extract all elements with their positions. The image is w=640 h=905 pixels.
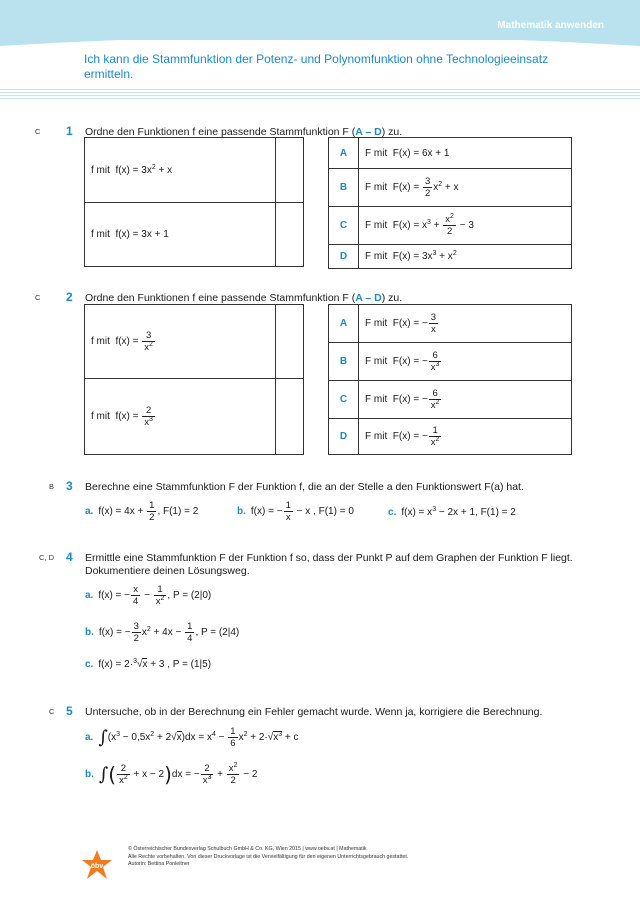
task1-option-b: F mit F(x) = $\frac{3}{2}$ $x^2 + x$ <box>359 169 572 207</box>
task1-letter-a: A <box>329 138 359 169</box>
task5-item-a: a. $\int(x^3 - 0,5x^2 + 2√x)dx = x^4$ − $\frac{1}{6}$ $x^2 + 2\cdot√x^3 + c$ <box>85 726 299 749</box>
page-heading: Ich kann die Stammfunktion der Potenz- und Polynomfunktion ohne Technologieeinsatz ermitteln. <box>84 52 549 81</box>
task2-level: C <box>35 293 41 302</box>
task1-left-cell-2: f mit f(x) = 3x + 1 <box>85 203 276 267</box>
task1-left-table <box>84 137 304 267</box>
task1-letter-d: D <box>329 245 359 269</box>
task2-left-cell-2: f mit f(x) = $\frac{2}{x^3}$ <box>85 379 276 455</box>
task1-left-cell-1: f mit $f(x) = 3x^2 + x$ <box>85 138 276 203</box>
task4-text: Ermittle eine Stammfunktion F der Funktion f so, dass der Punkt P auf dem Graphen der Funktion F liegt. Dokumentiere deinen Lösungsweg. <box>85 552 573 577</box>
task3-item-c: c. $f(x) = x^3 - 2x + 1$, F(1) = 2 <box>388 506 516 518</box>
task1-letter-b: B <box>329 169 359 207</box>
task1-answer-box-2[interactable] <box>276 203 304 267</box>
task2-letter-c: C <box>329 381 359 419</box>
task5-number: 5 <box>66 704 73 718</box>
task4-number: 4 <box>66 550 73 564</box>
oebv-logo <box>80 848 114 882</box>
task1-option-d: F mit $F(x) = 3x^3 + x^2$ <box>359 245 572 269</box>
task1-option-a: F mit F(x) = 6x + 1 <box>359 138 572 169</box>
task4-item-c: c. f(x) = 2·$^3$√x + 3 , P = (1|5) <box>85 658 212 670</box>
task3-item-b: b. f(x) = − $\frac{1}{x}$ − x , F(1) = 0 <box>237 500 354 523</box>
task2-left-cell-1: f mit f(x) = $\frac{3}{x^2}$ <box>85 305 276 379</box>
task2-answer-box-1[interactable] <box>276 305 304 379</box>
footer-line-3: Autorin: Bettina Ponleitner <box>128 861 190 867</box>
task5-item-b: b. ∫( $\frac{2}{x^2}$ + x − 2)dx = − $\frac{2}{x^3}$ + $\frac{x^2}{2}$ − 2 <box>85 761 258 786</box>
task2-letter-a: A <box>329 305 359 343</box>
task3-level: B <box>49 482 55 491</box>
task1-letter-c: C <box>329 207 359 245</box>
task4-item-a: a. f(x) = − $\frac{x}{4}$ − $\frac{1}{x^2}$ , P = (2|0) <box>85 584 212 607</box>
task2-option-c: F mit F(x) = − $\frac{6}{x^2}$ <box>359 381 572 419</box>
task3-text: Berechne eine Stammfunktion F der Funktion f, die an der Stelle a den Funktionswert F(a) hat. <box>85 481 524 493</box>
footer-line-1: © Österreichischer Bundesverlag Schulbuch GmbH & Co. KG, Wien 2015 | www.oebv.at | Mathematik <box>128 846 367 852</box>
footer <box>128 846 408 869</box>
task2-option-d: F mit F(x) = − $\frac{1}{x^2}$ <box>359 419 572 455</box>
task4-level: C, D <box>39 553 54 562</box>
task5-level: C <box>49 707 55 716</box>
task3-item-a: a. f(x) = 4x + $\frac{1}{2}$ , F(1) = 2 <box>85 500 199 523</box>
task5-text: Untersuche, ob in der Berechnung ein Fehler gemacht wurde. Wenn ja, korrigiere die Berechnung. <box>85 706 543 718</box>
task2-left-table <box>84 304 304 455</box>
task2-number: 2 <box>66 290 73 304</box>
task1-answer-box-1[interactable] <box>276 138 304 203</box>
divider-stripes <box>0 89 640 101</box>
task2-option-b: F mit F(x) = − $\frac{6}{x^3}$ <box>359 343 572 381</box>
task2-answer-box-2[interactable] <box>276 379 304 455</box>
task1-number: 1 <box>66 124 73 138</box>
task2-text: Ordne den Funktionen f eine passende Stammfunktion F (A – D) zu. <box>85 292 403 304</box>
task2-option-a: F mit F(x) = − $\frac{3}{x}$ <box>359 305 572 343</box>
task1-text: Ordne den Funktionen f eine passende Stammfunktion F (A – D) zu. <box>85 126 403 138</box>
section-label: Mathematik anwenden <box>497 20 604 31</box>
task1-level: C <box>35 127 41 136</box>
task2-letter-b: B <box>329 343 359 381</box>
logo-text: öbv <box>90 863 104 870</box>
task1-option-c: F mit $F(x) = x^3$ + $\frac{x^2}{2}$ − 3 <box>359 207 572 245</box>
task1-right-table <box>328 137 572 269</box>
task2-right-table <box>328 304 572 455</box>
task2-letter-d: D <box>329 419 359 455</box>
task4-item-b: b. f(x) = − $\frac{3}{2}$ $x^2 + 4x$ − $\frac{1}{4}$ , P = (2|4) <box>85 621 240 644</box>
task3-number: 3 <box>66 479 73 493</box>
footer-line-2: Alle Rechte vorbehalten. Von dieser Druckvorlage ist die Vervielfältigung für den eigenen Unterrichtsgebrauch gestattet. <box>128 853 409 860</box>
